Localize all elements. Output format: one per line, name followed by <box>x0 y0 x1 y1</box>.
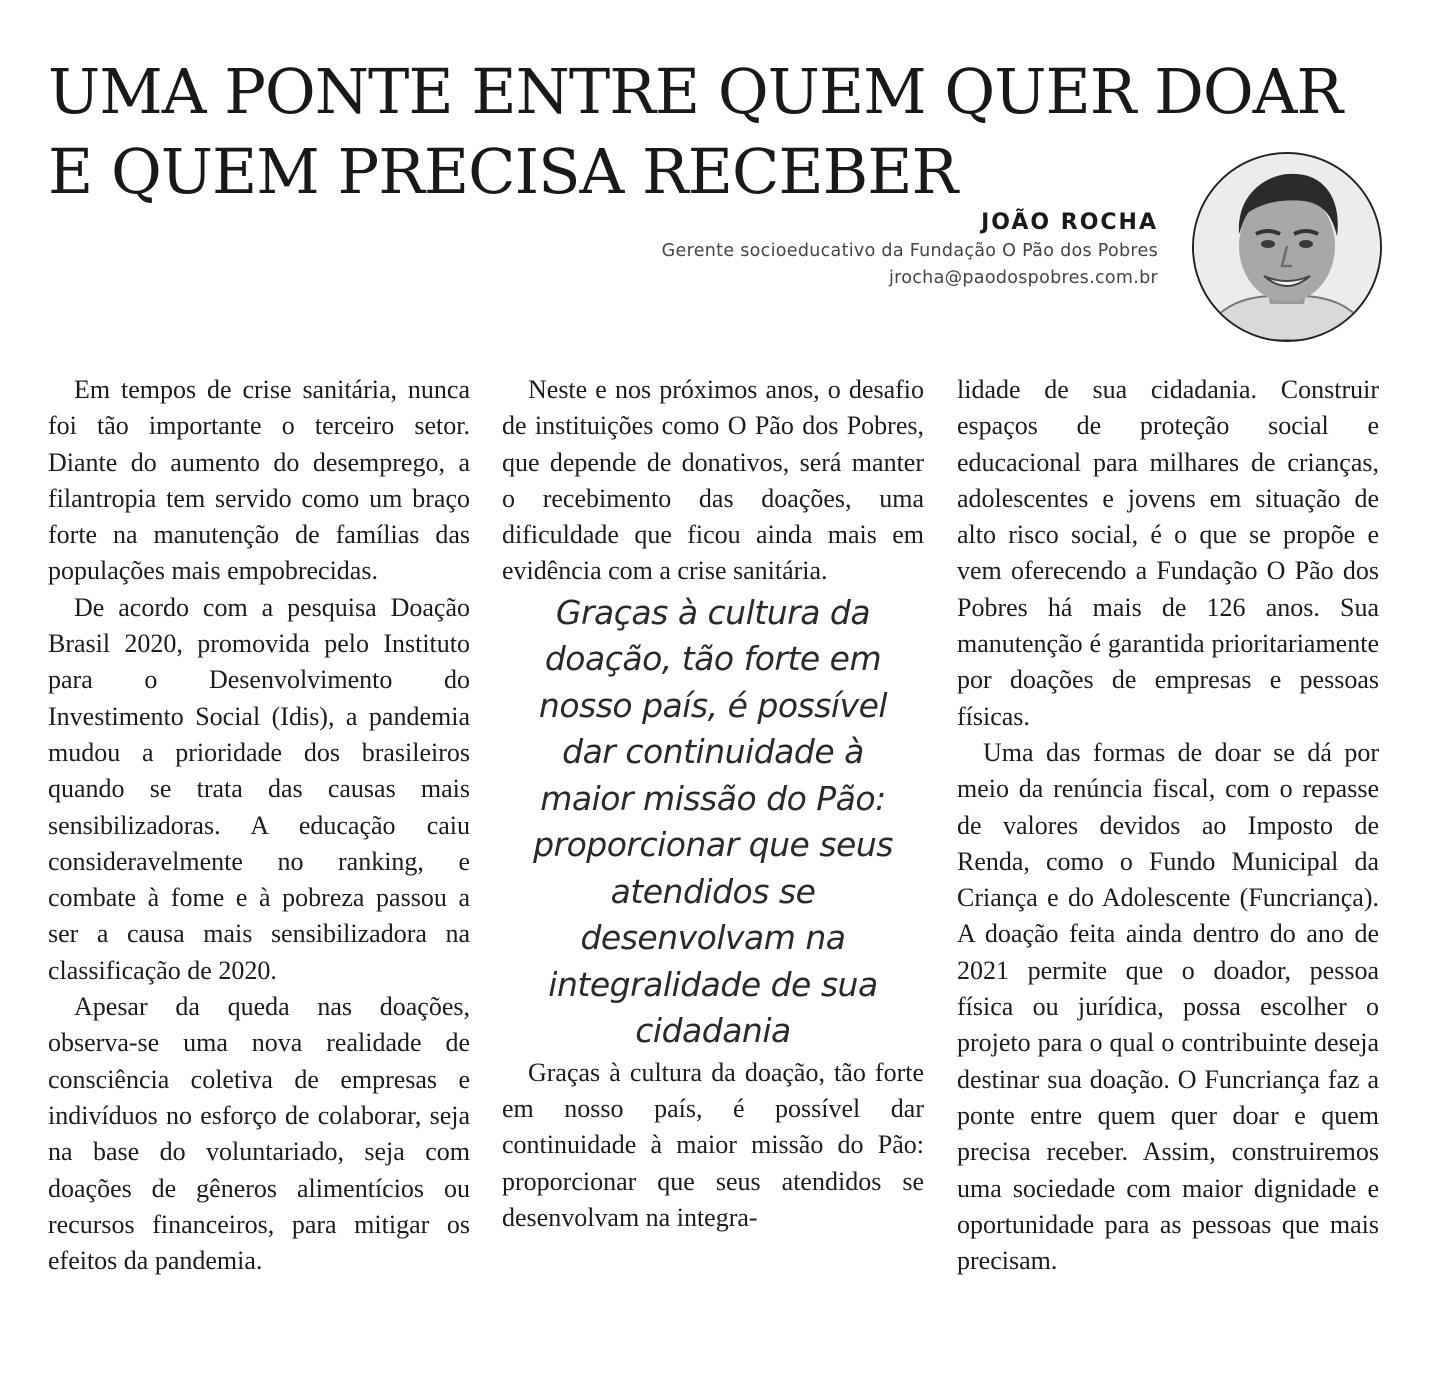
paragraph: Uma das formas de doar se dá por meio da renúncia fiscal, com o repasse de valores devidos ao Imposto de Renda, como o Fundo Municipal da Criança e do Adolescente (Funcriança). A doação feita ainda dentro do ano de 2021 permite que o doador, pessoa física ou jurídica, possa escolher o projeto para o qual o contribuinte deseja destinar sua doação. O Funcriança faz a ponte entre quem quer doar e quem precisa receber. Assim, construiremos uma sociedade com maior dignidade e oportunidade para as pessoas que mais precisam. <box>957 737 1379 1276</box>
paragraph: Em tempos de crise sanitária, nunca foi tão importante o terceiro setor. Diante do aumento do desemprego, a filantropia tem servido como um braço forte na manutenção de famílias das populações mais empobrecidas. <box>48 375 470 586</box>
author-role: Gerente socioeducativo da Fundação O Pão dos Pobres <box>661 241 1158 261</box>
author-email: jrocha@paodospobres.com.br <box>888 268 1158 288</box>
byline <box>458 208 1158 292</box>
article-column-1 <box>48 372 470 1279</box>
headline-line-2: E QUEM PRECISA RECEBER <box>48 135 958 208</box>
paragraph: Graças à cultura da doação, tão forte em nosso país, é possível dar continuidade à maior missão do Pão: proporcionar que seus atendidos se desenvolvam na integra- <box>502 1057 924 1232</box>
article-column-2 <box>502 372 924 1236</box>
paragraph: Apesar da queda nas doações, observa-se uma nova realidade de consciência coletiva de empresas e indivíduos no esforço de colaborar, seja na base do voluntariado, seja com doações de gêneros alimentícios ou recursos financeiros, para mitigar os efeitos da pandemia. <box>48 992 470 1276</box>
author-name: JOÃO ROCHA <box>981 210 1158 235</box>
paragraph: lidade de sua cidadania. Construir espaços de proteção social e educacional para milhares de crianças, adolescentes e jovens em situação de alto risco social, é o que se propõe e vem oferecendo a Fundação O Pão dos Pobres há mais de 126 anos. Sua manutenção é garantida prioritariamente por doações de empresas e pessoas físicas. <box>957 375 1379 731</box>
author-photo <box>1192 152 1382 342</box>
headline <box>48 52 1348 212</box>
article-column-3 <box>957 372 1379 1279</box>
author-portrait-icon <box>1194 154 1380 340</box>
paragraph: De acordo com a pesquisa Doação Brasil 2020, promovida pelo Instituto para o Desenvolvimento do Investimento Social (Idis), a pandemia mudou a prioridade dos brasileiros quando se trata das causas mais sensibilizadoras. A educação caiu consideravelmente no ranking, e combate à fome e à pobreza passou a ser a causa mais sensibilizadora na classificação de 2020. <box>48 592 470 985</box>
pull-quote: Graças à cultura da doação, tão forte em nosso país, é possível dar continuidade à maior missão do Pão: proporcionar que seus atendidos se desenvolvam na integralidade de sua cidadania <box>533 592 893 1051</box>
headline-line-1: UMA PONTE ENTRE QUEM QUER DOAR <box>48 55 1343 128</box>
paragraph: Neste e nos próximos anos, o desafio de instituições como O Pão dos Pobres, que depende de donativos, será manter o recebimento das doações, uma dificuldade que ficou ainda mais em evidência com a crise sanitária. <box>502 375 924 586</box>
